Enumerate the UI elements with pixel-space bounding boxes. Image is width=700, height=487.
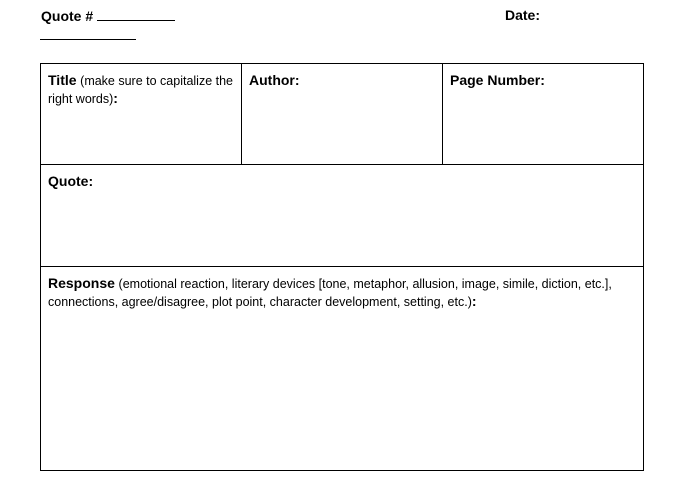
date-blank[interactable]: [40, 39, 136, 40]
quote-label: Quote:: [48, 173, 94, 189]
quote-response-form: [40, 63, 644, 471]
quote-number-blank[interactable]: [97, 7, 175, 21]
date-label: Date:: [505, 7, 541, 23]
response-hint: (emotional reaction, literary devices [tone, metaphor, allusion, image, simile, diction, etc.], connections, agree/disagree, plot point, character development, setting, etc.): [48, 277, 612, 309]
title-colon: :: [113, 90, 118, 106]
response-cell[interactable]: [41, 267, 643, 470]
quote-number-label: Quote #: [41, 8, 94, 24]
response-colon: :: [471, 293, 477, 309]
title-cell[interactable]: [41, 64, 242, 165]
title-label: Title: [48, 72, 77, 88]
author-label: Author:: [249, 72, 300, 88]
quote-cell[interactable]: [41, 165, 643, 267]
title-hint: (make sure to capitalize the right words): [48, 74, 234, 106]
page-number-cell[interactable]: [443, 64, 643, 165]
response-label: Response: [48, 275, 115, 291]
page-number-label: Page Number:: [450, 72, 545, 88]
quote-number-field: [41, 7, 175, 24]
author-cell[interactable]: [242, 64, 443, 165]
